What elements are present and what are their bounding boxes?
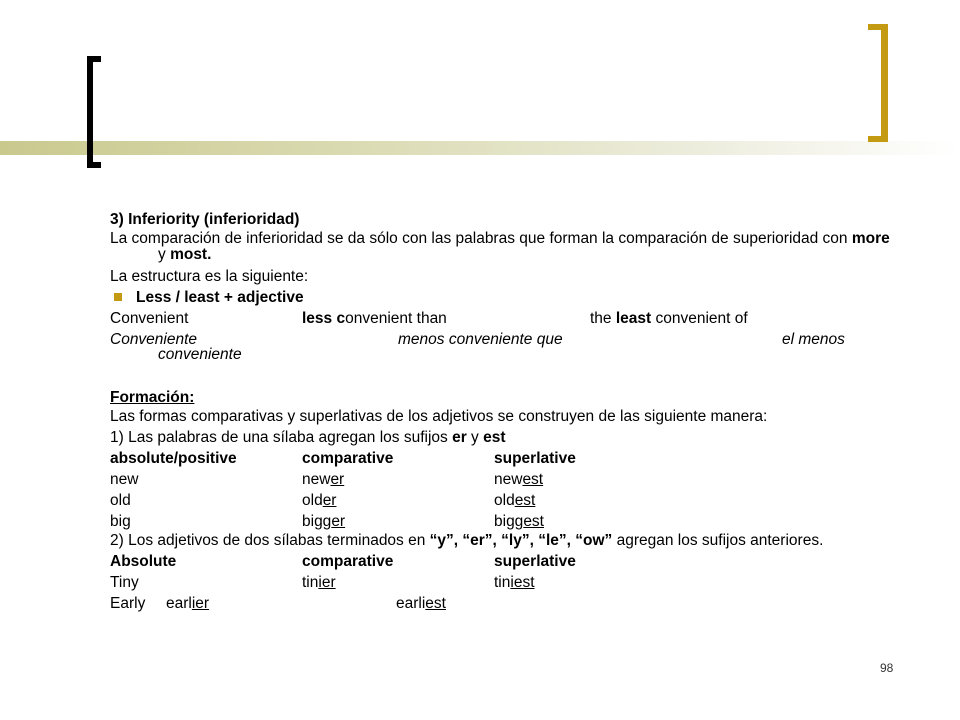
bullet-item: Less / least + adjective <box>110 288 890 309</box>
table2-header: Absolute comparative superlative <box>110 553 576 570</box>
bullet-square-icon <box>114 293 122 301</box>
rule-one: 1) Las palabras de una sílaba agregan los sufijos er y est <box>110 429 506 446</box>
table1-row: new newer newest <box>110 471 544 488</box>
slide-content <box>110 210 890 615</box>
formation-paragraph: Las formas comparativas y superlativas de los adjetivos se construyen de las siguiente manera: <box>110 408 768 425</box>
table2-row: Early earlier earliest <box>110 595 446 612</box>
left-bracket-decoration <box>87 56 101 168</box>
intro-paragraph: La comparación de inferioridad se da sólo con las palabras que forman la comparación de superioridad con more y most. <box>110 230 890 263</box>
formation-title: Formación: <box>110 389 195 406</box>
table1-header: absolute/positive comparative superlative <box>110 450 576 467</box>
decorative-bar <box>0 141 960 155</box>
table2-row: Tiny tinier tiniest <box>110 574 535 591</box>
example-spanish-wrap: conveniente <box>158 346 242 363</box>
table1-row: old older oldest <box>110 492 536 509</box>
structure-label: La estructura es la siguiente: <box>110 268 309 285</box>
example-spanish-row: Conveniente menos conveniente que el menos <box>110 331 845 348</box>
example-english-row: Convenient less convenient than the least convenient of <box>110 310 748 327</box>
rule-two: 2) Los adjetivos de dos sílabas terminados en “y”, “er”, “ly”, “le”, “ow” agregan los sufijos anteriores. <box>110 532 824 549</box>
right-bracket-decoration <box>868 24 888 142</box>
section-heading: 3) Inferiority (inferioridad) <box>110 211 300 228</box>
table1-row: big bigger biggest <box>110 513 544 530</box>
page-number: 98 <box>880 661 894 675</box>
